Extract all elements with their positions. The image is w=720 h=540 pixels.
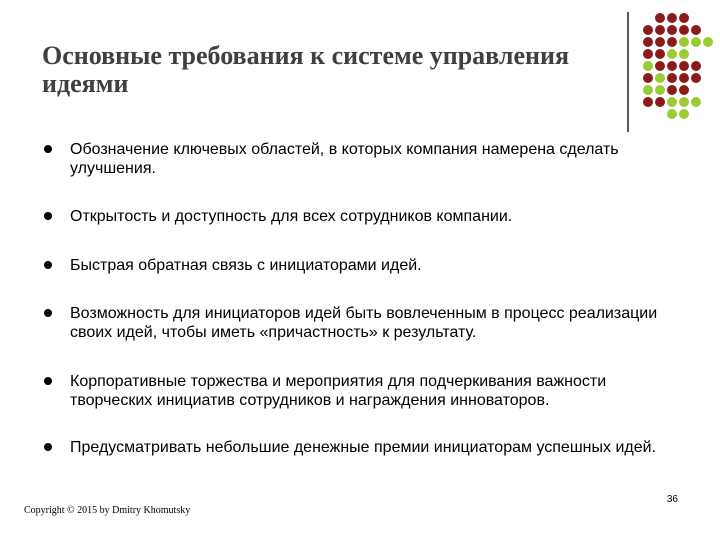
decor-dot bbox=[667, 13, 677, 23]
decor-dot bbox=[679, 73, 689, 83]
decor-dot bbox=[691, 37, 701, 47]
decor-dot bbox=[643, 73, 653, 83]
decor-dot bbox=[679, 13, 689, 23]
decor-dot bbox=[679, 109, 689, 119]
decor-dot bbox=[655, 85, 665, 95]
decor-dot bbox=[679, 61, 689, 71]
bullet-list bbox=[42, 140, 682, 457]
slide-title: Основные требования к системе управления идеями bbox=[42, 41, 570, 98]
bullet-item-4: Возможность для инициаторов идей быть вовлеченным в процесс реализации своих идей, чтобы иметь «причастность» к результату. bbox=[42, 304, 682, 342]
bullet-dot bbox=[44, 261, 52, 269]
decor-dot bbox=[667, 85, 677, 95]
bullet-item-3: Быстрая обратная связь с инициаторами идей. bbox=[42, 256, 682, 275]
decor-dot bbox=[655, 13, 665, 23]
bullet-dot bbox=[44, 145, 52, 153]
decor-dot bbox=[655, 25, 665, 35]
title-divider bbox=[627, 12, 629, 132]
decor-dot bbox=[643, 61, 653, 71]
bullet-dot bbox=[44, 309, 52, 317]
decor-dot bbox=[667, 37, 677, 47]
decor-dot bbox=[691, 61, 701, 71]
decorative-dot-grid bbox=[640, 12, 720, 122]
decor-dot bbox=[643, 49, 653, 59]
bullet-item-5: Корпоративные торжества и мероприятия для подчеркивания важности творческих инициатив сотрудников и награждения инноваторов. bbox=[42, 372, 682, 410]
decor-dot bbox=[655, 61, 665, 71]
decor-dot bbox=[667, 109, 677, 119]
bullet-dot bbox=[44, 443, 52, 451]
page-number: 36 bbox=[666, 494, 678, 505]
decor-dot bbox=[679, 25, 689, 35]
decor-dot bbox=[667, 49, 677, 59]
bullet-dot bbox=[44, 377, 52, 385]
decor-dot bbox=[655, 37, 665, 47]
decor-dot bbox=[655, 49, 665, 59]
decor-dot bbox=[667, 97, 677, 107]
decor-dot bbox=[703, 37, 713, 47]
decor-dot bbox=[679, 37, 689, 47]
decor-dot bbox=[643, 97, 653, 107]
decor-dot bbox=[643, 85, 653, 95]
decor-dot bbox=[679, 97, 689, 107]
bullet-item-1: Обозначение ключевых областей, в которых компания намерена сделать улучшения. bbox=[42, 140, 682, 178]
decor-dot bbox=[679, 49, 689, 59]
copyright-text: Copyright © 2015 by Dmitry Khomutsky bbox=[24, 505, 191, 516]
bullet-item-6: Предусматривать небольшие денежные премии инициаторам успешных идей. bbox=[42, 438, 682, 457]
decor-dot bbox=[667, 73, 677, 83]
bullet-item-2: Открытость и доступность для всех сотрудников компании. bbox=[42, 207, 682, 226]
decor-dot bbox=[691, 73, 701, 83]
bullet-dot bbox=[44, 212, 52, 220]
decor-dot bbox=[655, 97, 665, 107]
decor-dot bbox=[655, 73, 665, 83]
decor-dot bbox=[667, 61, 677, 71]
decor-dot bbox=[691, 97, 701, 107]
decor-dot bbox=[643, 37, 653, 47]
decor-dot bbox=[679, 85, 689, 95]
decor-dot bbox=[667, 25, 677, 35]
decor-dot bbox=[691, 25, 701, 35]
decor-dot bbox=[643, 25, 653, 35]
